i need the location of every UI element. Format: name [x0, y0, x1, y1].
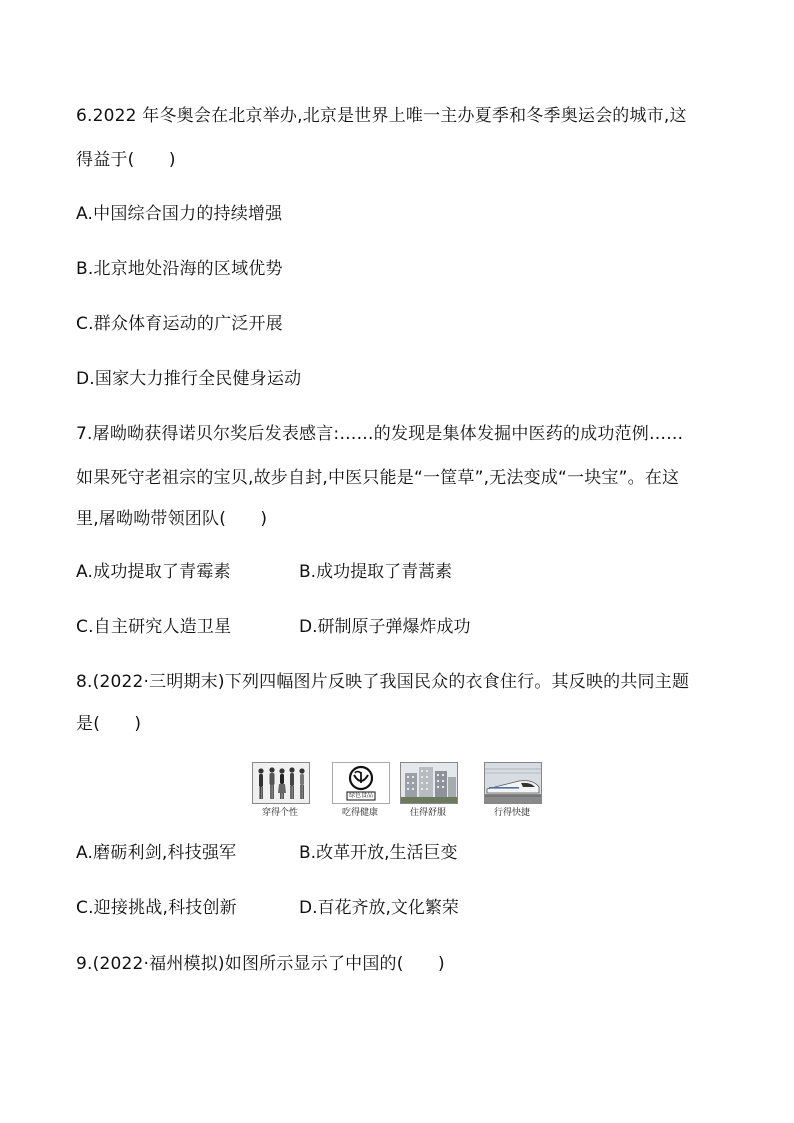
q8-option-b: B.改革开放,生活巨变	[299, 843, 458, 863]
q8-caption-1: 穿得个性	[261, 808, 298, 818]
q8-stem-line-1: 8.(2022·三明期末)下列四幅图片反映了我国民众的衣食住行。其反映的共同主题	[76, 672, 690, 692]
q6-option-d: D.国家大力推行全民健身运动	[76, 369, 302, 389]
q7-stem-line-2: 如果死守老祖宗的宝贝,故步自封,中医只能是“一筐草”,无法变成“一块宝”。在这	[76, 468, 680, 488]
q8-caption-2: 吃得健康	[341, 808, 378, 818]
q8-option-c: C.迎接挑战,科技创新	[76, 898, 237, 918]
q7-option-b: B.成功提取了青蒿素	[299, 562, 453, 582]
q6-option-a: A.中国综合国力的持续增强	[76, 204, 283, 224]
green-food-logo	[332, 762, 390, 804]
q6-stem-line-2: 得益于( )	[76, 150, 176, 170]
q7-option-c: C.自主研究人造卫星	[76, 617, 232, 637]
q8-option-a: A.磨砺利剑,科技强军	[76, 843, 237, 863]
q8-option-d: D.百花齐放,文化繁荣	[299, 898, 459, 918]
fashion-models-photo	[252, 762, 310, 804]
q7-option-d: D.研制原子弹爆炸成功	[299, 617, 471, 637]
q8-figure-row	[252, 762, 552, 820]
q7-option-a: A.成功提取了青霉素	[76, 562, 231, 582]
q6-option-c: C.群众体育运动的广泛开展	[76, 314, 283, 334]
q7-stem-line-3: 里,屠呦呦带领团队( )	[76, 509, 268, 529]
apartment-buildings-photo	[400, 762, 458, 804]
q9-stem-line-1: 9.(2022·福州模拟)如图所示显示了中国的( )	[76, 954, 445, 974]
q6-option-b: B.北京地处沿海的区域优势	[76, 259, 283, 279]
q7-stem-line-1: 7.屠呦呦获得诺贝尔奖后发表感言:……的发现是集体发掘中医药的成功范例……	[76, 424, 684, 444]
q8-caption-3: 住得舒服	[409, 808, 446, 818]
high-speed-train-photo	[484, 762, 542, 804]
q8-caption-4: 行得快捷	[493, 808, 530, 818]
q8-stem-line-2: 是( )	[76, 714, 142, 734]
green-food-logo-text: 绿色食品	[348, 792, 373, 799]
q6-stem-line-1: 6.2022 年冬奥会在北京举办,北京是世界上唯一主办夏季和冬季奥运会的城市,这	[76, 106, 687, 126]
